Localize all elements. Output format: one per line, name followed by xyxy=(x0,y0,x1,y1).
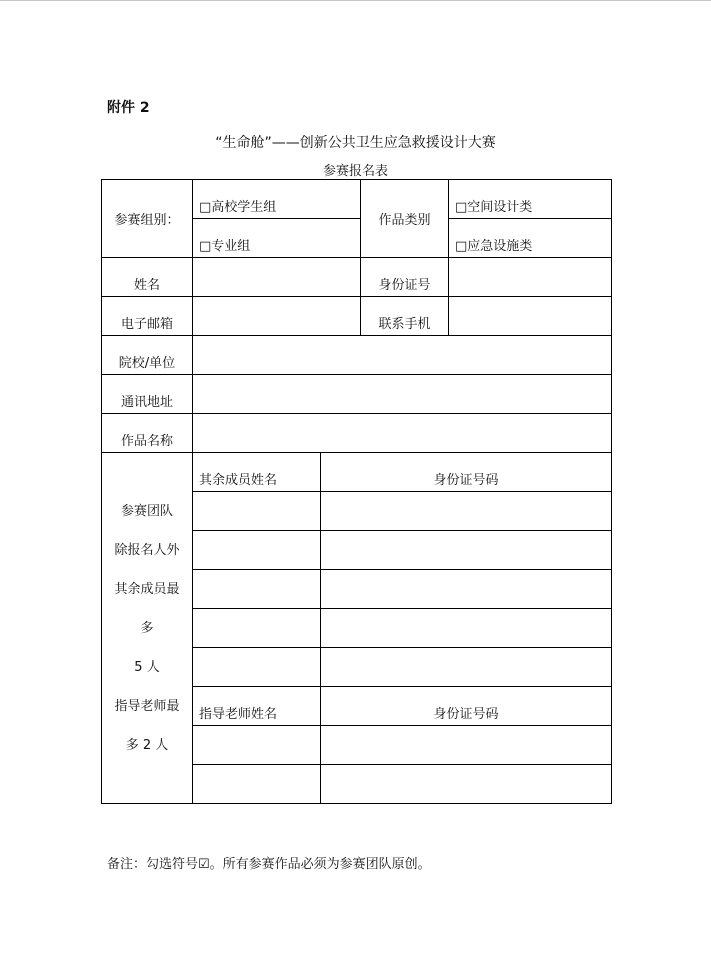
name-input-cell[interactable] xyxy=(193,258,361,297)
teacher-id-header-cell xyxy=(321,687,612,726)
teacher-name-header: 指导老师姓名 xyxy=(199,707,278,722)
work-label: 作品名称 xyxy=(120,434,173,449)
footer-note: 备注：勾选符号☑。所有参赛作品必须为参赛团队原创。 xyxy=(107,857,431,872)
form-row-work xyxy=(102,414,612,453)
member-name-input[interactable] xyxy=(193,531,321,570)
form-row-email xyxy=(102,297,612,336)
category-option-cell-1[interactable] xyxy=(449,180,612,219)
member-name-input[interactable] xyxy=(193,492,321,531)
id-label: 身份证号 xyxy=(378,278,431,293)
group-option-cell-2[interactable] xyxy=(193,219,361,258)
school-label-cell xyxy=(102,336,193,375)
member-id-input[interactable] xyxy=(321,570,612,609)
document-title: “生命舱”——创新公共卫生应急救援设计大赛 xyxy=(215,135,496,151)
name-label-cell xyxy=(102,258,193,297)
group-label: 参赛组别： xyxy=(114,213,180,228)
school-label: 院校/单位 xyxy=(118,356,176,371)
team-line: 多 2 人 xyxy=(125,737,169,753)
teacher-name-input[interactable] xyxy=(193,765,321,804)
member-name-input[interactable] xyxy=(193,648,321,687)
email-label-cell xyxy=(102,297,193,336)
top-border-line xyxy=(0,0,711,1)
email-input-cell[interactable] xyxy=(193,297,361,336)
member-id-input[interactable] xyxy=(321,609,612,648)
teacher-id-input[interactable] xyxy=(321,726,612,765)
school-input-cell[interactable] xyxy=(193,336,612,375)
member-header-row xyxy=(102,453,612,492)
address-label: 通讯地址 xyxy=(120,395,173,410)
member-name-header-cell xyxy=(193,453,321,492)
form-subtitle: 参赛报名表 xyxy=(322,164,388,179)
group-option-university-checkbox[interactable]: □高校学生组 xyxy=(199,200,277,215)
teacher-id-input[interactable] xyxy=(321,765,612,804)
member-id-input[interactable] xyxy=(321,531,612,570)
form-row-group-1 xyxy=(102,180,612,219)
category-option-facility-checkbox[interactable]: □应急设施类 xyxy=(455,239,533,254)
team-line: 参赛团队 xyxy=(120,503,173,519)
team-info-cell xyxy=(102,453,193,804)
phone-input-cell[interactable] xyxy=(449,297,612,336)
group-option-cell-1[interactable] xyxy=(193,180,361,219)
phone-label-cell xyxy=(361,297,449,336)
member-id-header-cell xyxy=(321,453,612,492)
team-line: 除报名人外 xyxy=(114,542,180,558)
team-line: 指导老师最 xyxy=(114,698,180,714)
category-label: 作品类别 xyxy=(378,213,431,228)
teacher-name-header-cell xyxy=(193,687,321,726)
team-line: 多 xyxy=(140,620,154,636)
address-label-cell xyxy=(102,375,193,414)
email-label: 电子邮箱 xyxy=(120,317,173,332)
category-label-cell xyxy=(361,180,449,258)
registration-form-table xyxy=(101,179,612,804)
name-label: 姓名 xyxy=(133,278,160,293)
member-id-input[interactable] xyxy=(321,492,612,531)
category-option-cell-2[interactable] xyxy=(449,219,612,258)
address-input-cell[interactable] xyxy=(193,375,612,414)
id-input-cell[interactable] xyxy=(449,258,612,297)
teacher-id-header: 身份证号码 xyxy=(433,707,499,722)
teacher-name-input[interactable] xyxy=(193,726,321,765)
member-id-header: 身份证号码 xyxy=(433,473,499,488)
attachment-label: 附件 2 xyxy=(107,100,150,116)
group-option-professional-checkbox[interactable]: □专业组 xyxy=(199,239,251,254)
category-option-space-checkbox[interactable]: □空间设计类 xyxy=(455,200,533,215)
member-name-input[interactable] xyxy=(193,609,321,648)
member-name-input[interactable] xyxy=(193,570,321,609)
group-label-cell xyxy=(102,180,193,258)
team-line: 其余成员最 xyxy=(114,581,180,597)
form-row-name xyxy=(102,258,612,297)
phone-label: 联系手机 xyxy=(378,317,431,332)
work-input-cell[interactable] xyxy=(193,414,612,453)
member-id-input[interactable] xyxy=(321,648,612,687)
form-row-school xyxy=(102,336,612,375)
member-name-header: 其余成员姓名 xyxy=(199,473,278,488)
team-line: 5 人 xyxy=(134,659,160,675)
form-row-address xyxy=(102,375,612,414)
work-label-cell xyxy=(102,414,193,453)
id-label-cell xyxy=(361,258,449,297)
